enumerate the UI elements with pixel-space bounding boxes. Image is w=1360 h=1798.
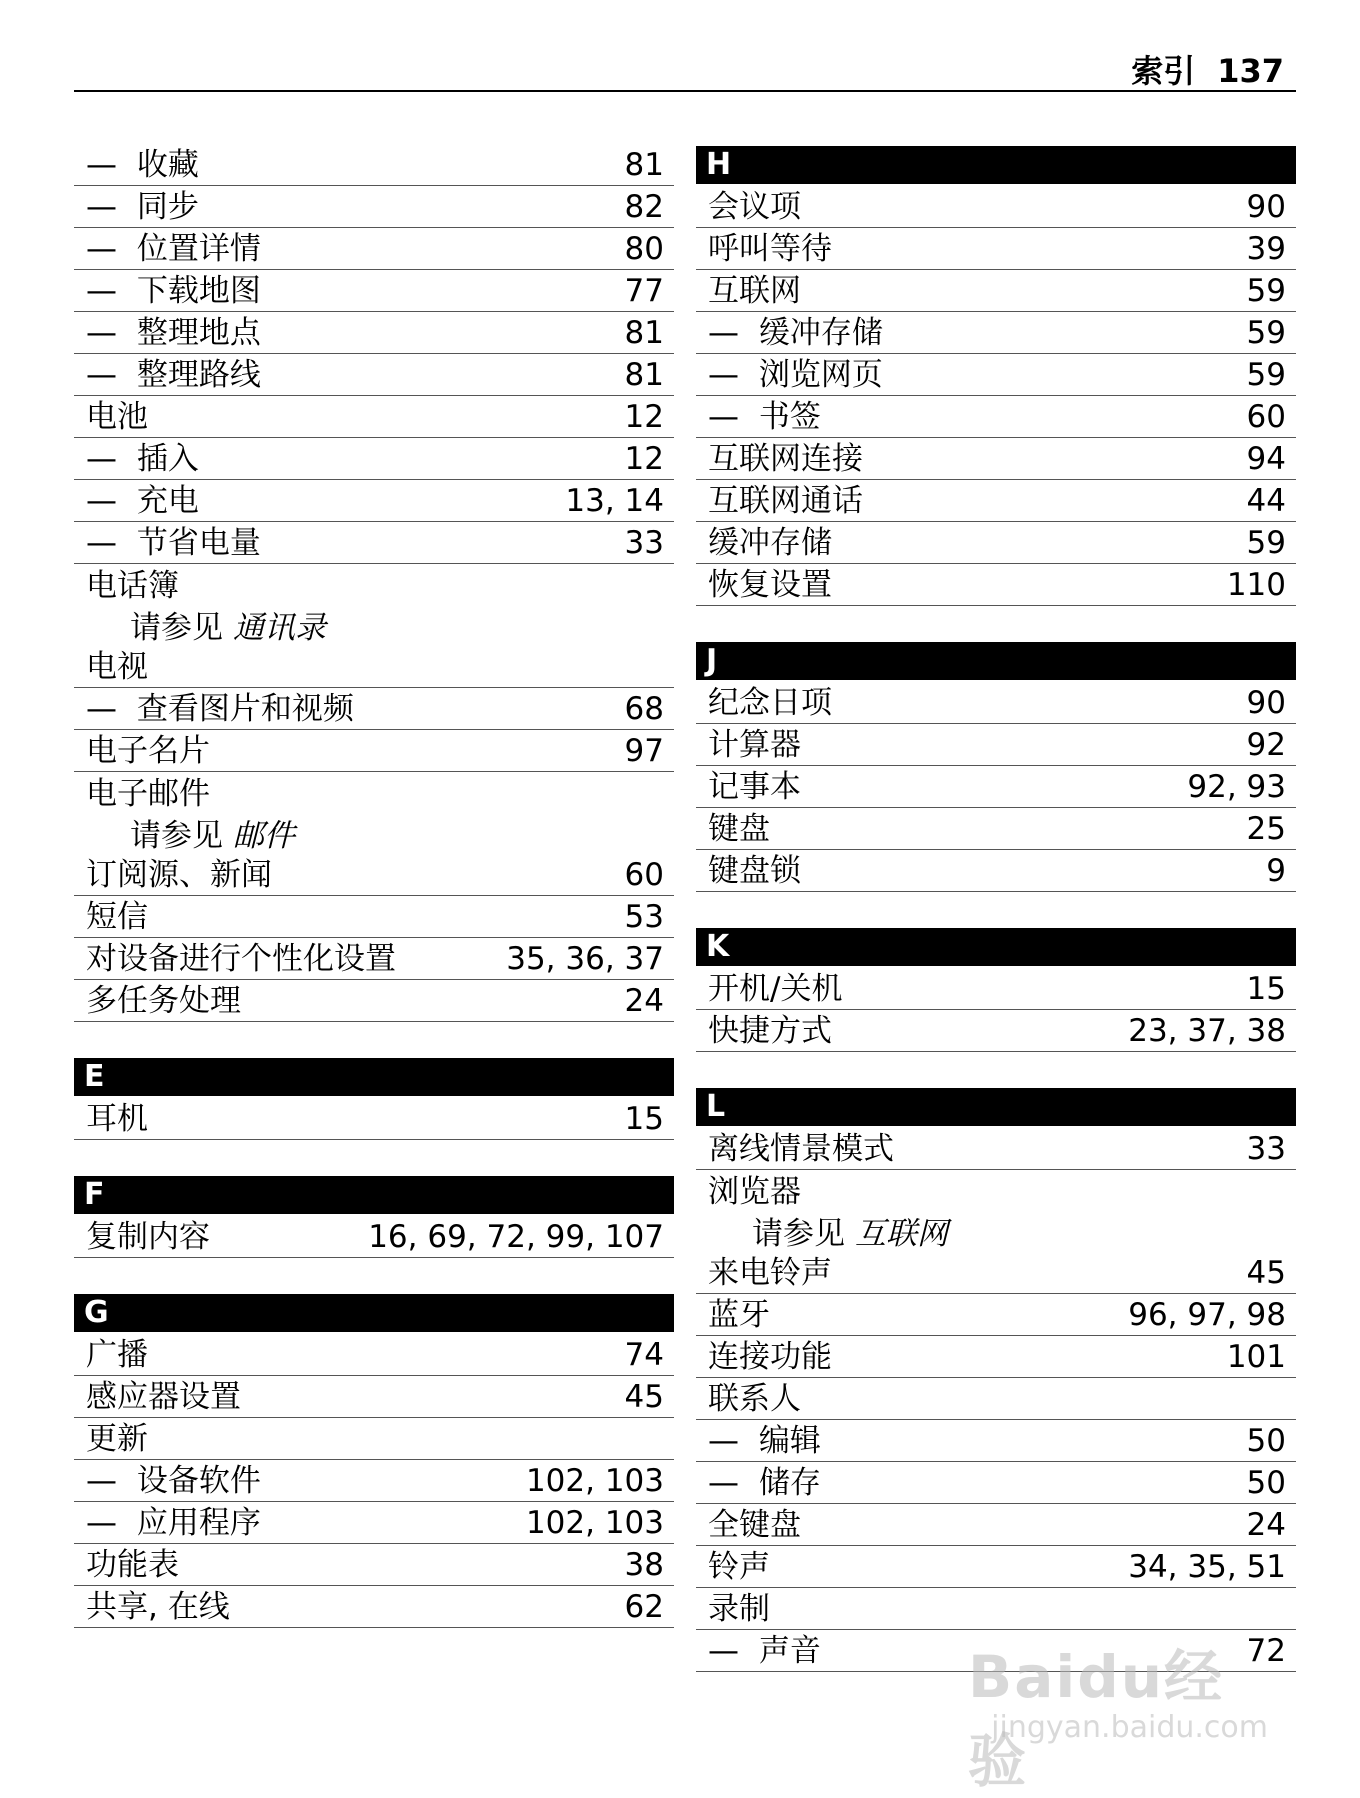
index-subentry <box>74 146 674 186</box>
index-entry <box>696 1548 1296 1588</box>
entry-page-numbers[interactable]: 74 <box>624 1337 664 1373</box>
entry-page-numbers[interactable]: 12 <box>624 399 664 435</box>
index-entry <box>696 1172 1296 1212</box>
entry-term: — 位置详情 <box>86 229 261 269</box>
entry-page-numbers[interactable]: 81 <box>624 147 664 183</box>
index-entry <box>74 1378 674 1418</box>
watermark-url: jingyan.baidu.com <box>991 1710 1268 1745</box>
entry-term: — 声音 <box>708 1631 821 1671</box>
entry-term: 电子邮件 <box>86 776 210 812</box>
index-entry <box>696 852 1296 892</box>
index-entry <box>74 1336 674 1376</box>
entry-term: 电池 <box>86 399 148 435</box>
page-header <box>74 40 1296 92</box>
entry-page-numbers[interactable]: 38 <box>624 1547 664 1583</box>
entry-page-numbers[interactable]: 53 <box>624 899 664 935</box>
section-heading-e: E <box>74 1058 674 1096</box>
entry-page-numbers[interactable]: 77 <box>624 273 664 309</box>
entry-page-numbers[interactable]: 45 <box>624 1379 664 1415</box>
entry-page-numbers[interactable]: 97 <box>624 733 664 769</box>
entry-term: 共享, 在线 <box>86 1589 230 1625</box>
entry-term: 键盘 <box>708 811 770 847</box>
page-number: 137 <box>1217 52 1284 90</box>
index-entry <box>74 1420 674 1460</box>
see-also-prefix: 请参见 <box>752 1216 845 1252</box>
index-entry <box>696 1506 1296 1546</box>
entry-term: 蓝牙 <box>708 1297 770 1333</box>
section-heading-j: J <box>696 642 1296 680</box>
entry-term: 对设备进行个性化设置 <box>86 941 396 977</box>
entry-term: 铃声 <box>708 1549 770 1585</box>
entry-page-numbers[interactable]: 59 <box>1246 525 1286 561</box>
entry-page-numbers[interactable]: 50 <box>1246 1423 1286 1459</box>
entry-term: 恢复设置 <box>708 567 832 603</box>
index-entry <box>696 1254 1296 1294</box>
entry-term: 更新 <box>86 1421 148 1457</box>
entry-term: 感应器设置 <box>86 1379 241 1415</box>
index-entry <box>74 774 674 814</box>
index-entry <box>696 726 1296 766</box>
entry-term: 快捷方式 <box>708 1013 832 1049</box>
index-entry <box>74 856 674 896</box>
entry-page-numbers[interactable]: 45 <box>1246 1255 1286 1291</box>
index-subentry <box>74 524 674 564</box>
entry-page-numbers[interactable]: 82 <box>624 189 664 225</box>
index-entry <box>696 768 1296 808</box>
entry-page-numbers[interactable]: 92, 93 <box>1187 769 1286 805</box>
entry-term: — 整理地点 <box>86 313 261 353</box>
header-title: 索引 <box>1131 52 1196 90</box>
index-entry <box>696 440 1296 480</box>
entry-page-numbers[interactable]: 68 <box>624 691 664 727</box>
index-entry <box>696 230 1296 270</box>
entry-page-numbers[interactable]: 12 <box>624 441 664 477</box>
entry-term: 全键盘 <box>708 1507 801 1543</box>
index-subentry <box>696 1464 1296 1504</box>
entry-page-numbers[interactable]: 23, 37, 38 <box>1128 1013 1286 1049</box>
entry-page-numbers[interactable]: 15 <box>1246 971 1286 1007</box>
index-column-left <box>74 146 674 1630</box>
entry-term: 联系人 <box>708 1381 801 1417</box>
entry-term: 记事本 <box>708 769 801 805</box>
entry-term: — 收藏 <box>86 145 199 185</box>
section-heading-h: H <box>696 146 1296 184</box>
entry-term: 电视 <box>86 649 148 685</box>
entry-page-numbers[interactable]: 80 <box>624 231 664 267</box>
index-entry <box>74 648 674 688</box>
index-subentry <box>696 1422 1296 1462</box>
index-entry <box>74 898 674 938</box>
index-entry <box>696 1130 1296 1170</box>
entry-page-numbers[interactable]: 94 <box>1246 441 1286 477</box>
index-subentry <box>74 230 674 270</box>
entry-term: 电子名片 <box>86 733 210 769</box>
entry-term: — 编辑 <box>708 1421 821 1461</box>
entry-term: 互联网通话 <box>708 483 863 519</box>
entry-page-numbers[interactable]: 33 <box>1246 1131 1286 1167</box>
entry-term: 会议项 <box>708 189 801 225</box>
index-entry <box>74 940 674 980</box>
see-also-reference[interactable]: 通讯录 <box>233 610 326 646</box>
entry-page-numbers[interactable]: 59 <box>1246 315 1286 351</box>
entry-term: — 缓冲存储 <box>708 313 883 353</box>
index-subentry <box>74 314 674 354</box>
entry-page-numbers[interactable]: 9 <box>1266 853 1286 889</box>
entry-page-numbers[interactable]: 39 <box>1246 231 1286 267</box>
index-subentry <box>74 188 674 228</box>
entry-page-numbers[interactable]: 44 <box>1246 483 1286 519</box>
index-subentry <box>74 272 674 312</box>
entry-term: — 应用程序 <box>86 1503 261 1543</box>
index-entry <box>696 188 1296 228</box>
index-entry <box>696 1338 1296 1378</box>
index-entry <box>696 272 1296 312</box>
entry-term: — 节省电量 <box>86 523 261 563</box>
entry-page-numbers[interactable]: 90 <box>1246 189 1286 225</box>
index-column-right <box>696 146 1296 1674</box>
entry-term: 键盘锁 <box>708 853 801 889</box>
entry-page-numbers[interactable]: 13, 14 <box>565 483 664 519</box>
see-also-prefix: 请参见 <box>130 610 223 646</box>
index-entry <box>696 684 1296 724</box>
index-entry <box>74 1588 674 1628</box>
index-subentry <box>74 440 674 480</box>
entry-page-numbers[interactable]: 92 <box>1246 727 1286 763</box>
entry-term: 耳机 <box>86 1101 148 1137</box>
entry-page-numbers[interactable]: 102, 103 <box>525 1463 664 1499</box>
entry-term: 广播 <box>86 1337 148 1373</box>
entry-page-numbers[interactable]: 24 <box>1246 1507 1286 1543</box>
entry-term: — 插入 <box>86 439 199 479</box>
entry-page-numbers[interactable]: 59 <box>1246 273 1286 309</box>
see-also-line <box>696 1214 1296 1254</box>
entry-term: 录制 <box>708 1591 770 1627</box>
watermark-brand: Baidu经验 <box>968 1643 1225 1795</box>
entry-page-numbers[interactable]: 35, 36, 37 <box>506 941 664 977</box>
index-subentry <box>74 1462 674 1502</box>
index-subentry <box>74 1504 674 1544</box>
header-text <box>1131 46 1284 92</box>
entry-term: 连接功能 <box>708 1339 832 1375</box>
entry-page-numbers[interactable]: 16, 69, 72, 99, 107 <box>368 1219 664 1255</box>
see-also-prefix: 请参见 <box>130 818 223 854</box>
entry-page-numbers[interactable]: 81 <box>624 357 664 393</box>
entry-term: — 充电 <box>86 481 199 521</box>
section-heading-k: K <box>696 928 1296 966</box>
entry-term: 来电铃声 <box>708 1255 832 1291</box>
index-entry <box>74 1100 674 1140</box>
entry-term: — 整理路线 <box>86 355 261 395</box>
entry-term: — 同步 <box>86 187 199 227</box>
entry-page-numbers[interactable]: 34, 35, 51 <box>1128 1549 1286 1585</box>
index-entry <box>74 982 674 1022</box>
index-subentry <box>696 398 1296 438</box>
entry-page-numbers[interactable]: 110 <box>1226 567 1286 603</box>
entry-term: — 浏览网页 <box>708 355 883 395</box>
see-also-reference[interactable]: 邮件 <box>233 818 295 854</box>
entry-term: 纪念日项 <box>708 685 832 721</box>
index-subentry <box>696 356 1296 396</box>
entry-page-numbers[interactable]: 60 <box>624 857 664 893</box>
index-entry <box>696 566 1296 606</box>
entry-term: 互联网连接 <box>708 441 863 477</box>
entry-term: 订阅源、新闻 <box>86 857 272 893</box>
entry-term: — 下载地图 <box>86 271 261 311</box>
entry-term: — 储存 <box>708 1463 821 1503</box>
entry-page-numbers[interactable]: 15 <box>624 1101 664 1137</box>
entry-term: — 设备软件 <box>86 1461 261 1501</box>
entry-page-numbers[interactable]: 81 <box>624 315 664 351</box>
entry-term: 离线情景模式 <box>708 1131 894 1167</box>
index-entry <box>696 810 1296 850</box>
entry-page-numbers[interactable]: 101 <box>1226 1339 1286 1375</box>
entry-page-numbers[interactable]: 102, 103 <box>525 1505 664 1541</box>
index-entry <box>696 524 1296 564</box>
entry-term: 互联网 <box>708 273 801 309</box>
entry-term: 计算器 <box>708 727 801 763</box>
index-subentry <box>74 356 674 396</box>
entry-term: 浏览器 <box>708 1174 801 1210</box>
entry-page-numbers[interactable]: 59 <box>1246 357 1286 393</box>
section-heading-l: L <box>696 1088 1296 1126</box>
see-also-line <box>74 608 674 648</box>
entry-term: — 查看图片和视频 <box>86 689 354 729</box>
entry-term: 呼叫等待 <box>708 231 832 267</box>
index-entry <box>74 1546 674 1586</box>
section-heading-f: F <box>74 1176 674 1214</box>
entry-page-numbers[interactable]: 33 <box>624 525 664 561</box>
entry-term: 缓冲存储 <box>708 525 832 561</box>
index-entry <box>74 398 674 438</box>
index-entry <box>74 1218 674 1258</box>
entry-term: 开机/关机 <box>708 971 843 1007</box>
entry-term: 电话簿 <box>86 568 179 604</box>
entry-page-numbers[interactable]: 24 <box>624 983 664 1019</box>
index-entry <box>696 1012 1296 1052</box>
entry-term: 短信 <box>86 899 148 935</box>
section-heading-g: G <box>74 1294 674 1332</box>
index-subentry <box>696 314 1296 354</box>
entry-page-numbers[interactable]: 96, 97, 98 <box>1128 1297 1286 1333</box>
index-entry <box>696 1296 1296 1336</box>
entry-term: — 书签 <box>708 397 821 437</box>
index-entry <box>696 482 1296 522</box>
index-entry <box>696 1380 1296 1420</box>
entry-term: 功能表 <box>86 1547 179 1583</box>
entry-term: 多任务处理 <box>86 983 241 1019</box>
entry-page-numbers[interactable]: 62 <box>624 1589 664 1625</box>
index-entry <box>74 732 674 772</box>
entry-term: 复制内容 <box>86 1219 210 1255</box>
entry-page-numbers[interactable]: 90 <box>1246 685 1286 721</box>
see-also-reference[interactable]: 互联网 <box>855 1216 948 1252</box>
index-entry <box>74 566 674 606</box>
entry-page-numbers[interactable]: 50 <box>1246 1465 1286 1501</box>
index-entry <box>696 1590 1296 1630</box>
see-also-line <box>74 816 674 856</box>
index-subentry <box>696 1632 1296 1672</box>
index-subentry <box>74 482 674 522</box>
index-subentry <box>74 690 674 730</box>
entry-page-numbers[interactable]: 25 <box>1246 811 1286 847</box>
entry-page-numbers[interactable]: 72 <box>1246 1633 1286 1669</box>
entry-page-numbers[interactable]: 60 <box>1246 399 1286 435</box>
index-entry <box>696 970 1296 1010</box>
